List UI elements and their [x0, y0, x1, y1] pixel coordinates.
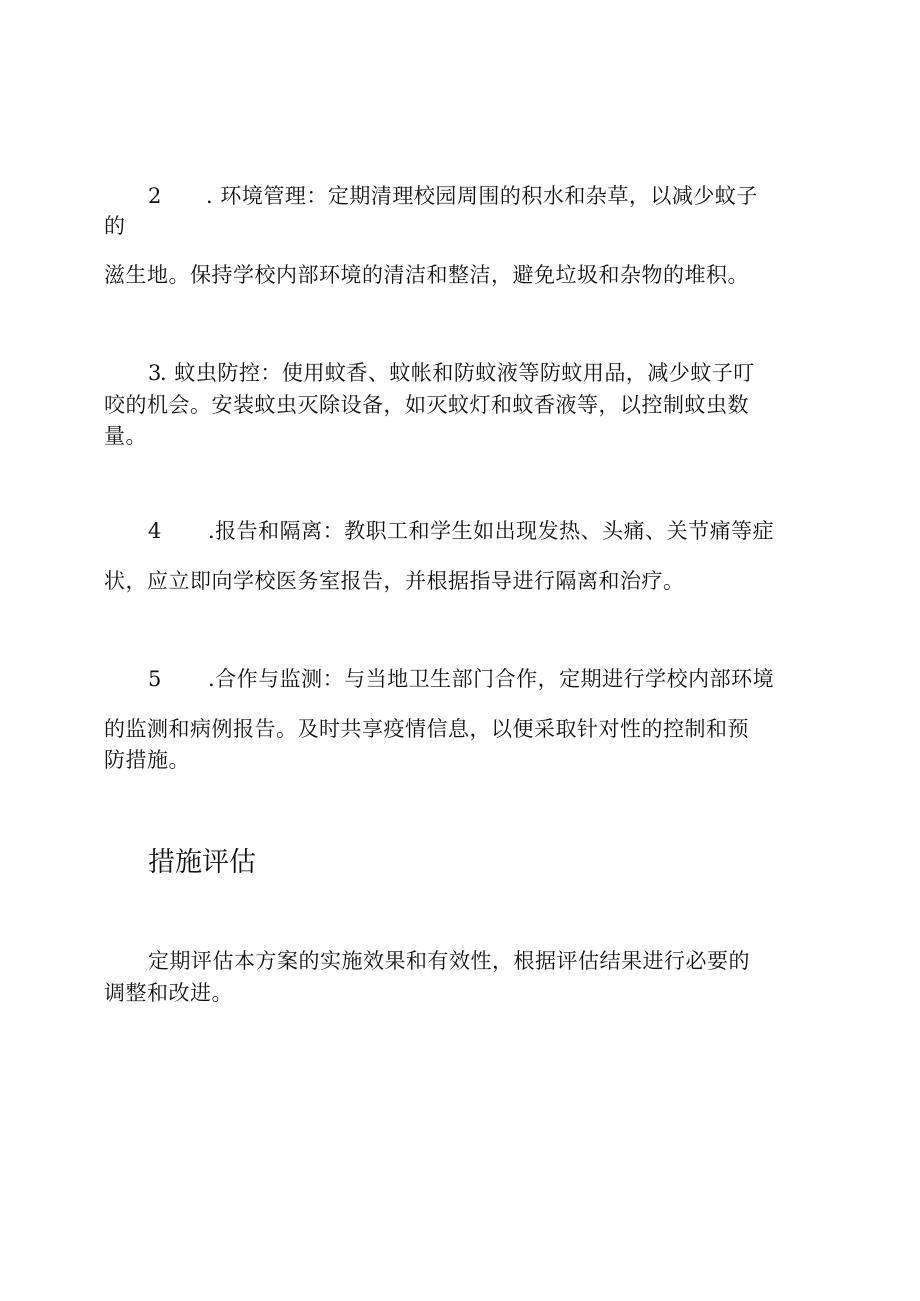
- item-4-line-2: 状，应立即向学校医务室报告，并根据指导进行隔离和治疗。: [104, 569, 685, 593]
- item-2-line-1: . 环境管理：定期清理校园周围的积水和杂草，以减少蚊子: [206, 184, 758, 208]
- item-2-number: 2: [148, 184, 162, 208]
- item-4-line-1: .报告和隔离：教职工和学生如出现发热、头痛、关节痛等症: [208, 519, 775, 543]
- section-paragraph-line-2: 调整和改进。: [104, 981, 233, 1005]
- item-5-line-3: 防措施。: [104, 748, 190, 772]
- item-3-line-3: 量。: [104, 424, 147, 448]
- item-5-line-2: 的监测和病例报告。及时共享疫情信息，以便采取针对性的控制和预: [104, 717, 749, 741]
- item-3-line-2: 咬的机会。安装蚊虫灭除设备，如灭蚊灯和蚊香液等，以控制蚊虫数: [104, 393, 749, 417]
- item-5-line-1: .合作与监测：与当地卫生部门合作，定期进行学校内部环境: [208, 667, 775, 691]
- item-3-number: 3: [148, 361, 162, 385]
- item-4-number: 4: [148, 519, 162, 543]
- item-2-line-2: 的: [104, 214, 126, 238]
- item-5-number: 5: [148, 667, 162, 691]
- item-3-line-1: . 蚊虫防控：使用蚊香、蚊帐和防蚊液等防蚊用品，减少蚊子叮: [160, 361, 755, 385]
- item-2-line-3: 滋生地。保持学校内部环境的清洁和整洁，避免垃圾和杂物的堆积。: [104, 263, 749, 287]
- section-heading: 措施评估: [148, 847, 256, 878]
- section-paragraph-line-1: 定期评估本方案的实施效果和有效性，根据评估结果进行必要的: [148, 949, 750, 973]
